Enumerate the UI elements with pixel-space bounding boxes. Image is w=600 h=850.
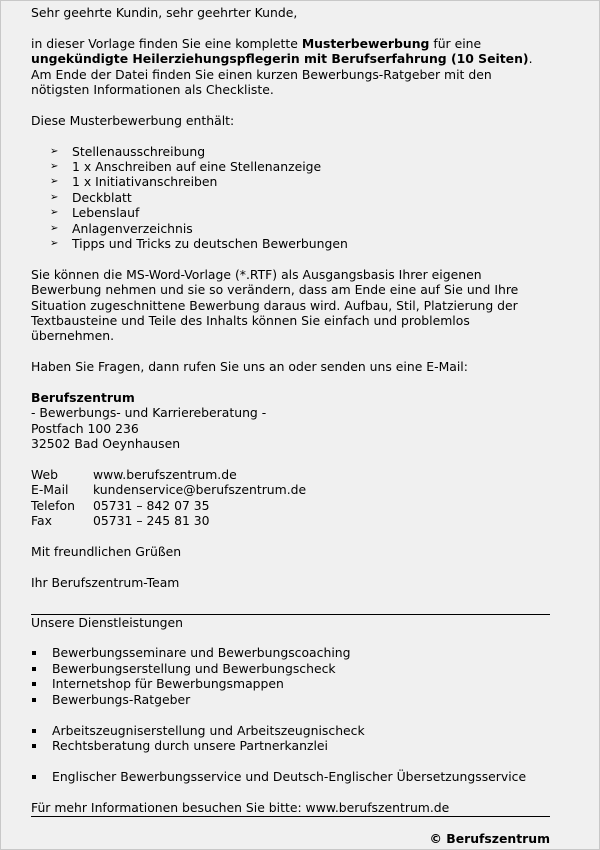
- square-bullet-icon: [32, 698, 36, 702]
- arrow-bullet-icon: ➢: [50, 238, 59, 250]
- square-bullet-icon: [32, 667, 36, 671]
- usage-line: übernehmen.: [31, 328, 115, 344]
- contact-web: [31, 467, 551, 482]
- list-item: [50, 190, 551, 205]
- list-item: [50, 144, 551, 159]
- square-bullet-icon: [32, 682, 36, 686]
- company-name: [31, 390, 551, 405]
- services-heading: Unsere Dienstleistungen: [31, 614, 184, 630]
- list-item: [50, 174, 551, 189]
- contact-phone: [31, 498, 551, 513]
- list-item: [31, 723, 551, 738]
- contact-fax: [31, 513, 551, 528]
- contents-list: [31, 144, 551, 252]
- services-list-1: [31, 645, 551, 707]
- list-item-text: Anlagenverzeichnis: [72, 220, 193, 236]
- company-name-text: Berufszentrum: [31, 390, 135, 406]
- arrow-bullet-icon: ➢: [50, 161, 59, 173]
- intro-text: Am Ende der Datei finden Sie einen kurzen Bewerbungs-Ratgeber mit den: [31, 66, 492, 82]
- usage-line: Bewerbung nehmen und sie so verändern, dass am Ende eine auf Sie und Ihre: [31, 282, 519, 298]
- salutation: Sehr geehrte Kundin, sehr geehrter Kunde,: [31, 5, 298, 20]
- contents-heading: Diese Musterbewerbung enthält:: [31, 112, 235, 128]
- square-bullet-icon: [32, 729, 36, 733]
- list-item-text: Englischer Bewerbungsservice und Deutsch-Englischer Übersetzungsservice: [52, 768, 527, 784]
- list-item: [31, 692, 551, 707]
- list-item-text: Rechtsberatung durch unsere Partnerkanzlei: [52, 737, 328, 753]
- email-link[interactable]: kundenservice@berufszentrum.de: [93, 482, 307, 498]
- list-item: [31, 738, 551, 753]
- phone-value: 05731 – 842 07 35: [93, 497, 210, 513]
- usage-line: Situation zugeschnittene Bewerbung daraus wird. Aufbau, Stil, Platzierung der: [31, 297, 518, 313]
- web-link[interactable]: www.berufszentrum.de: [93, 467, 237, 483]
- list-item: [31, 769, 551, 784]
- arrow-bullet-icon: ➢: [50, 145, 59, 157]
- square-bullet-icon: [32, 651, 36, 655]
- closing: Mit freundlichen Grüßen: [31, 544, 182, 560]
- usage-line: Sie können die MS-Word-Vorlage (*.RTF) als Ausgangsbasis Ihrer eigenen: [31, 266, 482, 282]
- list-item-text: Bewerbungsseminare und Bewerbungscoaching: [52, 645, 351, 661]
- contact-email: [31, 482, 551, 497]
- arrow-bullet-icon: ➢: [50, 191, 59, 203]
- services-list-3: [31, 769, 551, 784]
- contact-label: Fax: [31, 513, 52, 529]
- list-item: [31, 645, 551, 660]
- square-bullet-icon: [32, 775, 36, 779]
- document-content: [31, 5, 551, 846]
- usage-paragraph: [31, 267, 551, 344]
- square-bullet-icon: [32, 744, 36, 748]
- more-info-link[interactable]: Für mehr Informationen besuchen Sie bitte: www.berufszentrum.de: [31, 800, 550, 817]
- contact-label: E-Mail: [31, 482, 69, 498]
- list-item-text: Lebenslauf: [72, 205, 140, 221]
- arrow-bullet-icon: ➢: [50, 207, 59, 219]
- questions-text: Haben Sie Fragen, dann rufen Sie uns an oder senden uns eine E-Mail:: [31, 359, 468, 375]
- list-item: [50, 159, 551, 174]
- intro-paragraph: [31, 36, 551, 98]
- company-city: 32502 Bad Oeynhausen: [31, 436, 181, 452]
- contact-label: Web: [31, 467, 59, 483]
- list-item-text: Deckblatt: [72, 189, 132, 205]
- copyright: © Berufszentrum: [429, 830, 550, 846]
- list-item-text: 1 x Anschreiben auf eine Stellenanzeige: [72, 159, 322, 175]
- list-item: [50, 205, 551, 220]
- list-item-text: Internetshop für Bewerbungsmappen: [52, 676, 284, 692]
- fax-value: 05731 – 245 81 30: [93, 513, 210, 529]
- intro-text: .: [528, 51, 533, 67]
- list-item: [31, 676, 551, 691]
- list-item: [50, 221, 551, 236]
- intro-text: für eine: [429, 35, 482, 51]
- list-item-text: 1 x Initiativanschreiben: [72, 174, 218, 190]
- list-item: [50, 236, 551, 251]
- list-item-text: Arbeitszeugniserstellung und Arbeitszeugnischeck: [52, 722, 365, 738]
- company-postbox: Postfach 100 236: [31, 420, 139, 436]
- list-item-text: Stellenausschreibung: [72, 143, 206, 159]
- arrow-bullet-icon: ➢: [50, 222, 59, 234]
- contact-label: Telefon: [31, 497, 75, 513]
- list-item: [31, 661, 551, 676]
- intro-text: nötigsten Informationen als Checkliste.: [31, 82, 274, 98]
- list-item-text: Bewerbungs-Ratgeber: [52, 691, 191, 707]
- signature: Ihr Berufszentrum-Team: [31, 574, 180, 590]
- company-tagline: - Bewerbungs- und Karriereberatung -: [31, 405, 267, 421]
- intro-bold-title: ungekündigte Heilerziehungspflegerin mit Berufserfahrung (10 Seiten): [31, 51, 529, 67]
- list-item-text: Tipps und Tricks zu deutschen Bewerbungen: [72, 236, 348, 252]
- services-list-2: [31, 723, 551, 754]
- usage-line: Textbausteine und Teile des Inhalts können Sie einfach und problemlos: [31, 313, 470, 329]
- intro-bold-product: Musterbewerbung: [301, 35, 430, 51]
- list-item-text: Bewerbungserstellung und Bewerbungscheck: [52, 660, 336, 676]
- intro-text: in dieser Vorlage finden Sie eine komplette: [31, 35, 302, 51]
- arrow-bullet-icon: ➢: [50, 176, 59, 188]
